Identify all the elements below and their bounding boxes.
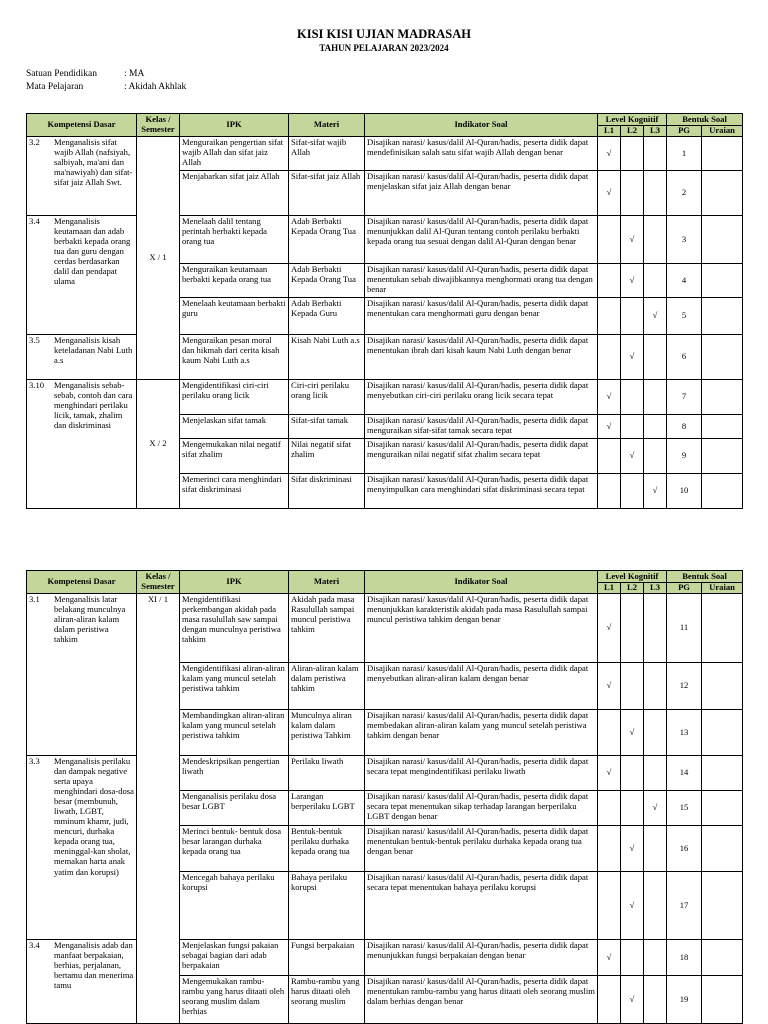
level-1-cell: √: [598, 939, 621, 975]
pg-cell: 2: [667, 170, 702, 215]
level-3-cell: [644, 755, 667, 790]
uraian-cell: [702, 939, 743, 975]
col-header-uraian: Uraian: [702, 583, 743, 594]
uraian-cell: [702, 334, 743, 379]
kd-number: 3.2: [29, 136, 40, 147]
materi-cell: Adab Berbakti Kepada Guru: [289, 297, 365, 334]
uraian-cell: [702, 662, 743, 709]
kd-cell: [27, 379, 137, 508]
level-3-cell: [644, 263, 667, 297]
uraian-cell: [702, 414, 743, 438]
materi-cell: Munculnya aliran kalam dalam peristiwa Tahkim: [289, 709, 365, 755]
level-1-cell: √: [598, 136, 621, 170]
level-2-cell: [621, 170, 644, 215]
ipk-cell: Mengidentifikasi ciri-ciri perilaku orang licik: [180, 379, 289, 414]
level-3-cell: [644, 871, 667, 939]
pg-cell: 3: [667, 215, 702, 263]
col-header-uraian: Uraian: [702, 126, 743, 137]
level-1-cell: [598, 871, 621, 939]
table-row: [27, 755, 743, 790]
indikator-cell: Disajikan narasi/ kasus/dalil Al-Quran/hadis, peserta didik dapat mendefinisikan salah satu sifat wajib Allah dengan benar: [365, 136, 598, 170]
level-2-cell: [621, 379, 644, 414]
materi-cell: Adab Berbakti Kepada Orang Tua: [289, 263, 365, 297]
ipk-cell: Membandingkan aliran-aliran kalam yang muncul setelah peristiwa tahkim: [180, 709, 289, 755]
level-3-cell: [644, 136, 667, 170]
materi-cell: Sifat-sifat jaiz Allah: [289, 170, 365, 215]
level-1-cell: [598, 790, 621, 825]
pg-cell: 8: [667, 414, 702, 438]
level-1-cell: √: [598, 593, 621, 662]
pg-cell: 10: [667, 473, 702, 508]
indikator-cell: Disajikan narasi/ kasus/dalil Al-Quran/hadis, peserta didik dapat menyimpulkan cara menghindari sifat diskriminasi secara tepat: [365, 473, 598, 508]
level-3-cell: [644, 662, 667, 709]
level-1-cell: √: [598, 170, 621, 215]
col-header-l3: L3: [644, 583, 667, 594]
ipk-cell: Mengidentifikasi aliran-aliran kalam yang muncul setelah peristiwa tahkim: [180, 662, 289, 709]
level-2-cell: √: [621, 975, 644, 1023]
uraian-cell: [702, 825, 743, 871]
level-1-cell: [598, 215, 621, 263]
pg-cell: 4: [667, 263, 702, 297]
level-2-cell: √: [621, 709, 644, 755]
level-1-cell: [598, 825, 621, 871]
col-header-l2: L2: [621, 126, 644, 137]
materi-cell: Kisah Nabi Luth a.s: [289, 334, 365, 379]
indikator-cell: Disajikan narasi/ kasus/dalil Al-Quran/hadis, peserta didik dapat menentukan sebab diwajibkannya menghormati orang tua dengan benar: [365, 263, 598, 297]
pg-cell: 17: [667, 871, 702, 939]
level-2-cell: [621, 297, 644, 334]
kelas-cell: X / 1: [137, 136, 180, 379]
ipk-cell: Mengidentifikasi perkembangan akidah pada masa rasulullah saw sampai dengan munculnya peristiwa tahkim: [180, 593, 289, 662]
col-header-indikator: Indikator Soal: [365, 114, 598, 137]
pg-cell: 19: [667, 975, 702, 1023]
kd-text: Menganalisis sifat wajib Allah (nafsiyah, salbiyah, ma'ani dan ma'nawiyah) dan sifat-sifat jaiz Allah Swt.: [54, 136, 133, 187]
pg-cell: 18: [667, 939, 702, 975]
indikator-cell: Disajikan narasi/ kasus/dalil Al-Quran/hadis, peserta didik dapat menunjukkan karakteristik akidah pada masa Rasulullah sampai muncul peristiwa tahkim dengan benar: [365, 593, 598, 662]
indikator-cell: Disajikan narasi/ kasus/dalil Al-Quran/hadis, peserta didik dapat menunjukkan fungsi berpakaian dengan benar: [365, 939, 598, 975]
col-header-level: Level Kognitif: [598, 114, 667, 126]
col-header-kelas: Kelas / Semester: [137, 571, 180, 594]
col-header-pg: PG: [667, 583, 702, 594]
kelas-cell: XI / 1: [137, 593, 180, 1023]
level-1-cell: √: [598, 755, 621, 790]
uraian-cell: [702, 170, 743, 215]
page-subtitle: TAHUN PELAJARAN 2023/2024: [319, 43, 449, 53]
kd-cell: [27, 215, 137, 334]
table-row: [27, 334, 743, 379]
level-2-cell: [621, 790, 644, 825]
ipk-cell: Mengemukakan nilai negatif sifat zhalim: [180, 438, 289, 473]
kd-text: Menganalisis kisah keteladanan Nabi Luth a.s: [54, 334, 133, 365]
table-row: [27, 215, 743, 263]
level-3-cell: √: [644, 297, 667, 334]
pg-cell: 5: [667, 297, 702, 334]
level-2-cell: [621, 755, 644, 790]
kd-cell: [27, 755, 137, 939]
ipk-cell: Memerinci cara menghindari sifat diskriminasi: [180, 473, 289, 508]
kd-cell: [27, 939, 137, 1023]
indikator-cell: Disajikan narasi/ kasus/dalil Al-Quran/hadis, peserta didik dapat menyebutkan ciri-ciri perilaku orang licik secara tepat: [365, 379, 598, 414]
indikator-cell: Disajikan narasi/ kasus/dalil Al-Quran/hadis, peserta didik dapat menentukan cara menghormati guru dengan benar: [365, 297, 598, 334]
pg-cell: 11: [667, 593, 702, 662]
materi-cell: Nilai negatif sifat zhalim: [289, 438, 365, 473]
col-header-l1: L1: [598, 583, 621, 594]
level-3-cell: [644, 825, 667, 871]
level-3-cell: [644, 593, 667, 662]
materi-cell: Perilaku liwath: [289, 755, 365, 790]
level-1-cell: √: [598, 662, 621, 709]
col-header-l1: L1: [598, 126, 621, 137]
level-1-cell: [598, 334, 621, 379]
level-2-cell: √: [621, 871, 644, 939]
ipk-cell: Menelaah keutamaan berbakti guru: [180, 297, 289, 334]
col-header-bentuk: Bentuk Soal: [667, 114, 743, 126]
col-header-bentuk: Bentuk Soal: [667, 571, 743, 583]
kd-number: 3.5: [29, 334, 40, 345]
materi-cell: Sifat-sifat tamak: [289, 414, 365, 438]
level-1-cell: [598, 263, 621, 297]
level-2-cell: [621, 593, 644, 662]
kd-text: Menganalisis keutamaan dan adab berbakti kepada orang tua dan guru dengan cerdas berdasarkan dalil dan pendapat ulama: [54, 215, 131, 287]
materi-cell: Ciri-ciri perilaku orang licik: [289, 379, 365, 414]
pg-cell: 6: [667, 334, 702, 379]
meta-satuan-label: Satuan Pendidikan: [26, 69, 97, 79]
uraian-cell: [702, 297, 743, 334]
meta-mapel: [26, 82, 186, 92]
kd-cell: [27, 334, 137, 379]
uraian-cell: [702, 975, 743, 1023]
ipk-cell: Menguraikan keutamaan berbakti kepada orang tua: [180, 263, 289, 297]
col-header-kelas: Kelas / Semester: [137, 114, 180, 137]
level-2-cell: [621, 473, 644, 508]
indikator-cell: Disajikan narasi/ kasus/dalil Al-Quran/hadis, peserta didik dapat membedakan aliran-aliran kalam yang muncul setelah peristiwa tahkim dengan benar: [365, 709, 598, 755]
table-row: [27, 593, 743, 662]
pg-cell: 14: [667, 755, 702, 790]
pg-cell: 16: [667, 825, 702, 871]
level-2-cell: [621, 939, 644, 975]
pg-cell: 7: [667, 379, 702, 414]
kd-number: 3.3: [29, 755, 40, 766]
level-2-cell: √: [621, 215, 644, 263]
meta-mapel-value: : Akidah Akhlak: [124, 82, 187, 92]
level-1-cell: √: [598, 379, 621, 414]
level-3-cell: [644, 438, 667, 473]
level-1-cell: [598, 438, 621, 473]
col-header-l3: L3: [644, 126, 667, 137]
kd-text: Menganalisis perilaku dan dampak negative serta upaya menghindari dosa-dosa besar (membunuh, liwath, LGBT, mminum khamr, judi, mencuri, durhaka kepada orang tua, meninggal-kan sholat, memakan harta anak yatim dan korupsi): [54, 755, 134, 877]
ipk-cell: Menganalisis perilaku dosa besar LGBT: [180, 790, 289, 825]
materi-cell: Sifat diskriminasi: [289, 473, 365, 508]
materi-cell: Rambu-rambu yang harus ditaati oleh seorang muslim: [289, 975, 365, 1023]
level-1-cell: [598, 709, 621, 755]
ipk-cell: Menguraikan pengertian sifat wajib Allah dan sifat jaiz Allah: [180, 136, 289, 170]
kd-cell: [27, 136, 137, 215]
uraian-cell: [702, 871, 743, 939]
level-3-cell: [644, 215, 667, 263]
table-row: [27, 379, 743, 414]
col-header-materi: Materi: [289, 114, 365, 137]
level-2-cell: [621, 662, 644, 709]
ipk-cell: Mendeskripsikan pengertian liwath: [180, 755, 289, 790]
level-3-cell: [644, 379, 667, 414]
kd-number: 3.4: [29, 939, 40, 950]
level-2-cell: √: [621, 263, 644, 297]
ipk-cell: Mengemukakan rambu-rambu yang harus ditaati oleh seorang muslim dalam berhias: [180, 975, 289, 1023]
col-header-indikator: Indikator Soal: [365, 571, 598, 594]
uraian-cell: [702, 709, 743, 755]
level-2-cell: [621, 136, 644, 170]
page-title: KISI KISI UJIAN MADRASAH: [297, 27, 471, 41]
pg-cell: 12: [667, 662, 702, 709]
indikator-cell: Disajikan narasi/ kasus/dalil Al-Quran/hadis, peserta didik dapat menentukan rambu-rambu yang harus ditaati oleh seorang muslim dalam berhias dengan benar: [365, 975, 598, 1023]
col-header-level: Level Kognitif: [598, 571, 667, 583]
indikator-cell: Disajikan narasi/ kasus/dalil Al-Quran/hadis, peserta didik dapat secara tepat menentukan sikap terhadap larangan berperilaku LGBT dengan benar: [365, 790, 598, 825]
level-1-cell: √: [598, 414, 621, 438]
materi-cell: Bahaya perilaku korupsi: [289, 871, 365, 939]
indikator-cell: Disajikan narasi/ kasus/dalil Al-Quran/hadis, peserta didik dapat menguraikan nilai negatif sifat zhalim secara tepat: [365, 438, 598, 473]
pg-cell: 13: [667, 709, 702, 755]
meta-mapel-label: Mata Pelajaran: [26, 82, 84, 92]
level-3-cell: [644, 709, 667, 755]
uraian-cell: [702, 593, 743, 662]
level-1-cell: [598, 473, 621, 508]
materi-cell: Bentuk-bentuk perilaku durhaka kepada orang tua: [289, 825, 365, 871]
col-header-l2: L2: [621, 583, 644, 594]
indikator-cell: Disajikan narasi/ kasus/dalil Al-Quran/hadis, peserta didik dapat menunjukkan dalil Al-Quran tentang contoh perilaku berbakti kepada orang tua sesuai dengan dalil Al-Quran dengan benar: [365, 215, 598, 263]
ipk-cell: Menjelaskan fungsi pakaian sebagai bagian dari adab berpakaian: [180, 939, 289, 975]
materi-cell: Adab Berbakti Kepada Orang Tua: [289, 215, 365, 263]
col-header-ipk: IPK: [180, 571, 289, 594]
materi-cell: Fungsi berpakaian: [289, 939, 365, 975]
table-row: [27, 136, 743, 170]
col-header-pg: PG: [667, 126, 702, 137]
table-row: [27, 939, 743, 975]
indikator-cell: Disajikan narasi/ kasus/dalil Al-Quran/hadis, peserta didik dapat menguraikan sifat-sifat tamak secara tepat: [365, 414, 598, 438]
uraian-cell: [702, 790, 743, 825]
level-3-cell: [644, 975, 667, 1023]
col-header-materi: Materi: [289, 571, 365, 594]
ipk-cell: Mencegah bahaya perilaku korupsi: [180, 871, 289, 939]
ipk-cell: Menelaah dalil tentang perintah berbakti kepada orang tua: [180, 215, 289, 263]
col-header-ipk: IPK: [180, 114, 289, 137]
meta-satuan: [26, 69, 144, 79]
materi-cell: Sifat-sifat wajib Allah: [289, 136, 365, 170]
ipk-cell: Menguraikan pesan moral dan hikmah dari cerita kisah kaum Nabi Luth a.s: [180, 334, 289, 379]
level-3-cell: [644, 334, 667, 379]
uraian-cell: [702, 379, 743, 414]
col-header-kd: Kompetensi Dasar: [27, 114, 137, 137]
indikator-cell: Disajikan narasi/ kasus/dalil Al-Quran/hadis, peserta didik dapat secara tepat mengindentifikasi perilaku liwath: [365, 755, 598, 790]
level-3-cell: √: [644, 790, 667, 825]
pg-cell: 15: [667, 790, 702, 825]
col-header-kd: Kompetensi Dasar: [27, 571, 137, 594]
indikator-cell: Disajikan narasi/ kasus/dalil Al-Quran/hadis, peserta didik dapat menjelaskan sifat jaiz Allah dengan benar: [365, 170, 598, 215]
indikator-cell: Disajikan narasi/ kasus/dalil Al-Quran/hadis, peserta didik dapat menyebutkan aliran-aliran kalam dengan benar: [365, 662, 598, 709]
level-1-cell: [598, 975, 621, 1023]
level-3-cell: [644, 170, 667, 215]
uraian-cell: [702, 473, 743, 508]
level-2-cell: [621, 414, 644, 438]
level-2-cell: √: [621, 438, 644, 473]
level-2-cell: √: [621, 825, 644, 871]
meta-satuan-value: : MA: [124, 69, 145, 79]
kd-text: Menganalisis adab dan manfaat berpakaian, berhias, perjalanan, bertamu dan menerima tamu: [54, 939, 134, 990]
indikator-cell: Disajikan narasi/ kasus/dalil Al-Quran/hadis, peserta didik dapat menentukan ibrah dari kisah kaum Nabi Luth dengan benar: [365, 334, 598, 379]
uraian-cell: [702, 263, 743, 297]
level-2-cell: √: [621, 334, 644, 379]
kd-number: 3.1: [29, 593, 40, 604]
kisi-table-2: [26, 570, 743, 1024]
kisi-table-1: [26, 113, 743, 509]
pg-cell: 9: [667, 438, 702, 473]
kd-number: 3.10: [29, 379, 45, 390]
level-3-cell: [644, 414, 667, 438]
level-3-cell: √: [644, 473, 667, 508]
kd-text: Menganalisis sebab-sebab, contoh dan cara menghindari perilaku licik, tamak, zhalim dan diskriminasi: [54, 379, 133, 430]
uraian-cell: [702, 755, 743, 790]
materi-cell: Larangan berperilaku LGBT: [289, 790, 365, 825]
level-3-cell: [644, 939, 667, 975]
level-1-cell: [598, 297, 621, 334]
indikator-cell: Disajikan narasi/ kasus/dalil Al-Quran/hadis, peserta didik dapat menentukan bentuk-bentuk perilaku durhaka kepada orang tua dengan benar: [365, 825, 598, 871]
kd-number: 3.4: [29, 215, 40, 226]
indikator-cell: Disajikan narasi/ kasus/dalil Al-Quran/hadis, peserta didik dapat secara tepat menentukan bahaya perilaku korupsi: [365, 871, 598, 939]
kelas-cell: X / 2: [137, 379, 180, 508]
pg-cell: 1: [667, 136, 702, 170]
materi-cell: Akidah pada masa Rasulullah sampai muncul peristiwa tahkim: [289, 593, 365, 662]
ipk-cell: Menjelaskan sifat tamak: [180, 414, 289, 438]
ipk-cell: Menjabarkan sifat jaiz Allah: [180, 170, 289, 215]
uraian-cell: [702, 438, 743, 473]
kd-cell: [27, 593, 137, 755]
materi-cell: Aliran-aliran kalam dalam peristiwa tahkim: [289, 662, 365, 709]
uraian-cell: [702, 215, 743, 263]
ipk-cell: Merinci bentuk- bentuk dosa besar larangan durhaka kepada orang tua: [180, 825, 289, 871]
uraian-cell: [702, 136, 743, 170]
kd-text: Menganalisis latar belakang munculnya aliran-aliran kalam dalam peristiwa tahkim: [54, 593, 126, 644]
